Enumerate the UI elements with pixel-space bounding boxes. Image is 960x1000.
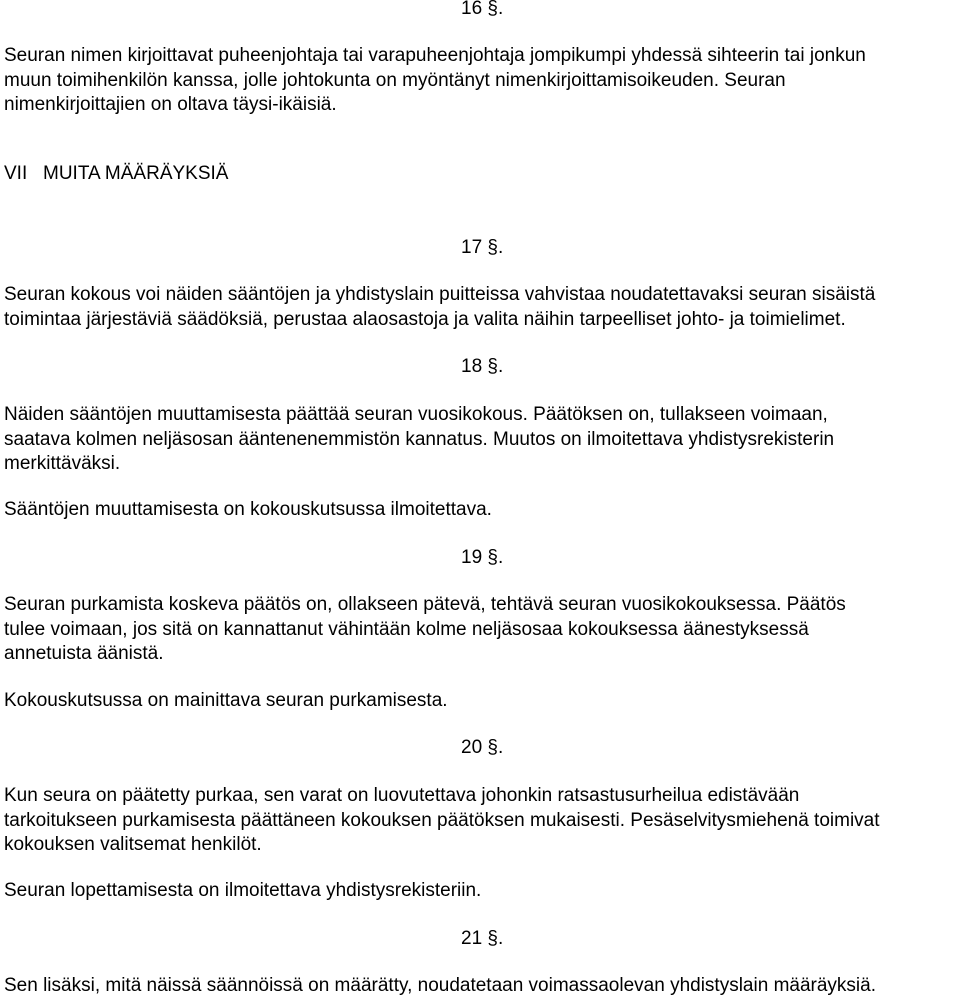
text-line: Seuran purkamista koskeva päätös on, ollakseen pätevä, tehtävä seuran vuosikokouksessa. Päätös — [4, 594, 846, 615]
section-number-17: 17 §. — [461, 237, 504, 258]
text-line: toimintaa järjestäviä säädöksiä, perustaa alaosastoja ja valita näihin tarpeelliset johto- ja toimielimet. — [4, 308, 846, 330]
paragraph-20-b — [4, 879, 481, 904]
paragraph-17 — [4, 283, 875, 332]
text-line: Kun seura on päätetty purkaa, sen varat on luovutettava johonkin ratsastusurheilua edistävään — [4, 785, 800, 806]
paragraph-18-b — [4, 498, 492, 523]
text-line: nimenkirjoittajien on oltava täysi-ikäisiä. — [4, 94, 337, 115]
text-line: tulee voimaan, jos sitä on kannattanut vähintään kolme neljäsosaa kokouksessa äänestyksessä — [4, 618, 809, 640]
section-number-16: 16 §. — [461, 0, 504, 19]
text-line: Näiden sääntöjen muuttamisesta päättää seuran vuosikokous. Päätöksen on, tullakseen voimaan, — [4, 404, 828, 425]
section-number-19: 19 §. — [461, 547, 504, 568]
chapter-number: VII — [4, 163, 28, 184]
paragraph-16 — [4, 44, 866, 118]
text-line: saatava kolmen neljäsosan ääntenenemmistön kannatus. Muutos on ilmoitettava yhdistysrekisterin — [4, 428, 835, 450]
text-line: Seuran nimen kirjoittavat puheenjohtaja tai varapuheenjohtaja jompikumpi yhdessä sihteerin tai jonkun — [4, 45, 866, 66]
text-line: kokouksen valitsemat henkilöt. — [4, 834, 262, 855]
paragraph-18-a — [4, 403, 834, 477]
paragraph-20-a — [4, 784, 880, 858]
section-number-20: 20 §. — [461, 737, 504, 758]
text-line: Seuran kokous voi näiden sääntöjen ja yhdistyslain puitteissa vahvistaa noudatettavaksi seuran sisäistä — [4, 284, 876, 305]
paragraph-21 — [4, 974, 876, 999]
section-number-21: 21 §. — [461, 928, 504, 949]
text-line: Sääntöjen muuttamisesta on kokouskutsussa ilmoitettava. — [4, 499, 492, 520]
text-line: Sen lisäksi, mitä näissä säännöissä on määrätty, noudatetaan voimassaolevan yhdistyslain määräyksiä. — [4, 975, 876, 996]
paragraph-19-a — [4, 593, 846, 667]
text-line: merkittäväksi. — [4, 453, 121, 474]
text-line: Kokouskutsussa on mainittava seuran purkamisesta. — [4, 690, 448, 711]
text-line: annetuista äänistä. — [4, 643, 164, 664]
text-line: tarkoitukseen purkamisesta päättäneen kokouksen päätöksen mukaisesti. Pesäselvitysmiehenä toimivat — [4, 809, 880, 831]
section-number-18: 18 §. — [461, 356, 504, 377]
text-line: muun toimihenkilön kanssa, jolle johtokunta on myöntänyt nimenkirjoittamisoikeuden. Seuran — [4, 69, 786, 91]
text-line: Seuran lopettamisesta on ilmoitettava yhdistysrekisteriin. — [4, 880, 482, 901]
paragraph-19-b — [4, 689, 448, 714]
chapter-title: MUITA MÄÄRÄYKSIÄ — [43, 163, 229, 184]
